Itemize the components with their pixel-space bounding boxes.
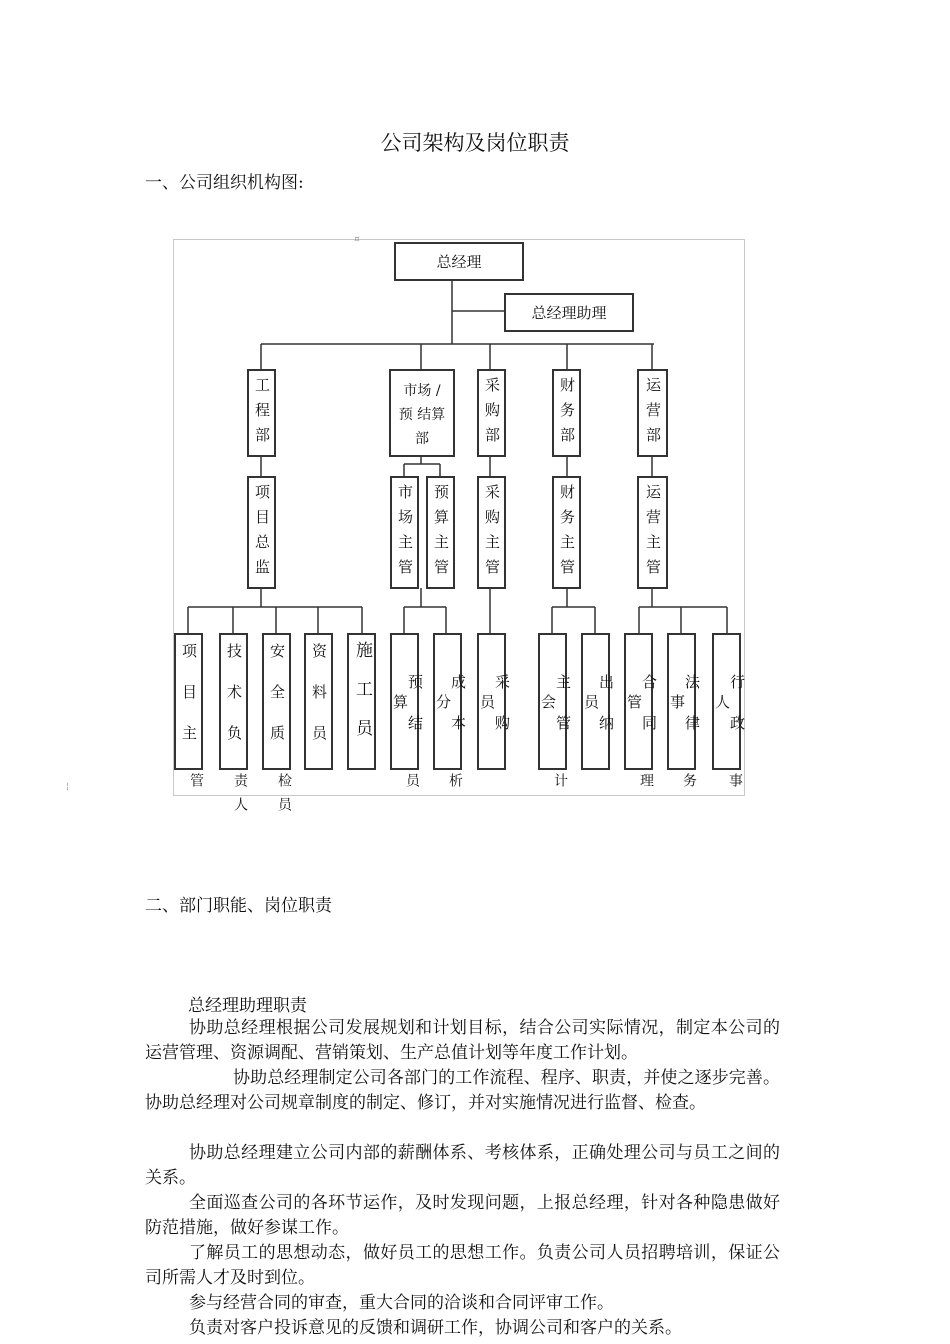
node-staff-admin-hr: 行政人 xyxy=(712,633,741,770)
node-staff-purchaser: 采购员 xyxy=(477,633,506,770)
node-staff-chief-accountant: 主管会 xyxy=(538,633,567,770)
node-operations-manager: 运营主管 xyxy=(637,476,668,589)
node-dept-finance: 财务部 xyxy=(552,369,581,457)
node-dept-market-budget: 市场 / 预 结算部 xyxy=(389,369,455,457)
node-budget-manager: 预算主管 xyxy=(426,476,455,589)
node-staff-records: 资料员 xyxy=(304,633,333,770)
node-staff-label-cont: 事 xyxy=(727,773,743,797)
node-staff-label-cont: 理 xyxy=(638,773,654,797)
node-project-director: 项目总监 xyxy=(247,476,276,589)
duty-paragraph: 全面巡查公司的各环节运作，及时发现问题，上报总经理，针对各种隐患做好防范措施，做好参谋工作。 xyxy=(145,1193,780,1238)
node-general-manager-assistant: 总经理助理 xyxy=(504,293,634,332)
duty-paragraph: 协助总经理根据公司发展规划和计划目标，结合公司实际情况，制定本公司的运营管理、资源调配、营销策划、生产总值计划等年度工作计划。 xyxy=(145,1018,780,1063)
section-heading-duties: 二、部门职能、岗位职责 xyxy=(145,896,332,916)
node-staff-cost-analysis: 成本分 xyxy=(433,633,462,770)
node-staff-cashier: 出纳员 xyxy=(581,633,610,770)
node-staff-label-cont: 务 xyxy=(681,773,697,797)
document-title: 公司架构及岗位职责 xyxy=(380,131,570,155)
node-staff-label-cont: 员 xyxy=(404,773,420,797)
duty-paragraph: 协助总经理制定公司各部门的工作流程、程序、职责，并使之逐步完善。 协助总经理对公司规章制度的制定、修订，并对实施情况进行监督、检查。 xyxy=(145,1068,780,1113)
node-staff-project-lead: 项目主 xyxy=(174,633,203,770)
duty-paragraph: 参与经营合同的审查，重大合同的洽谈和合同评审工作。 xyxy=(189,1293,614,1313)
node-staff-label-cont: 责人 xyxy=(232,773,248,821)
node-staff-tech-lead: 技术负 xyxy=(219,633,248,770)
node-market-manager: 市场主管 xyxy=(390,476,419,589)
node-general-manager: 总经理 xyxy=(394,242,524,281)
node-dept-operations: 运营部 xyxy=(637,369,668,457)
node-staff-label-cont: 管 xyxy=(188,773,204,797)
node-dept-purchasing: 采购部 xyxy=(477,369,506,457)
node-staff-contract-mgmt: 合同管 xyxy=(624,633,653,770)
node-staff-label-cont: 检员 xyxy=(276,773,292,821)
duty-paragraph: 协助总经理建立公司内部的薪酬体系、考核体系，正确处理公司与员工之间的关系。 xyxy=(145,1143,780,1188)
node-dept-engineering: 工程部 xyxy=(247,369,276,457)
node-staff-label-cont: 析 xyxy=(447,773,463,797)
node-purchase-manager: 采购主管 xyxy=(477,476,506,589)
node-staff-safety-qc: 安全质 xyxy=(262,633,291,770)
anchor-mark: ¦ xyxy=(66,782,70,792)
section-heading-org-chart: 一、公司组织机构图: xyxy=(145,173,304,193)
node-staff-settlement: 预结算 xyxy=(390,633,419,770)
duties-title: 总经理助理职责 xyxy=(188,996,307,1016)
anchor-mark: ¤ xyxy=(354,235,360,245)
duty-paragraph: 了解员工的思想动态，做好员工的思想工作。负责公司人员招聘培训，保证公司所需人才及时到位。 xyxy=(145,1243,780,1288)
node-staff-construction: 施工员 xyxy=(347,633,376,770)
duty-paragraph: 负责对客户投诉意见的反馈和调研工作，协调公司和客户的关系。 xyxy=(189,1318,682,1338)
node-finance-manager: 财务主管 xyxy=(552,476,581,589)
node-staff-legal: 法律事 xyxy=(667,633,696,770)
node-staff-label-cont: 计 xyxy=(552,773,568,797)
